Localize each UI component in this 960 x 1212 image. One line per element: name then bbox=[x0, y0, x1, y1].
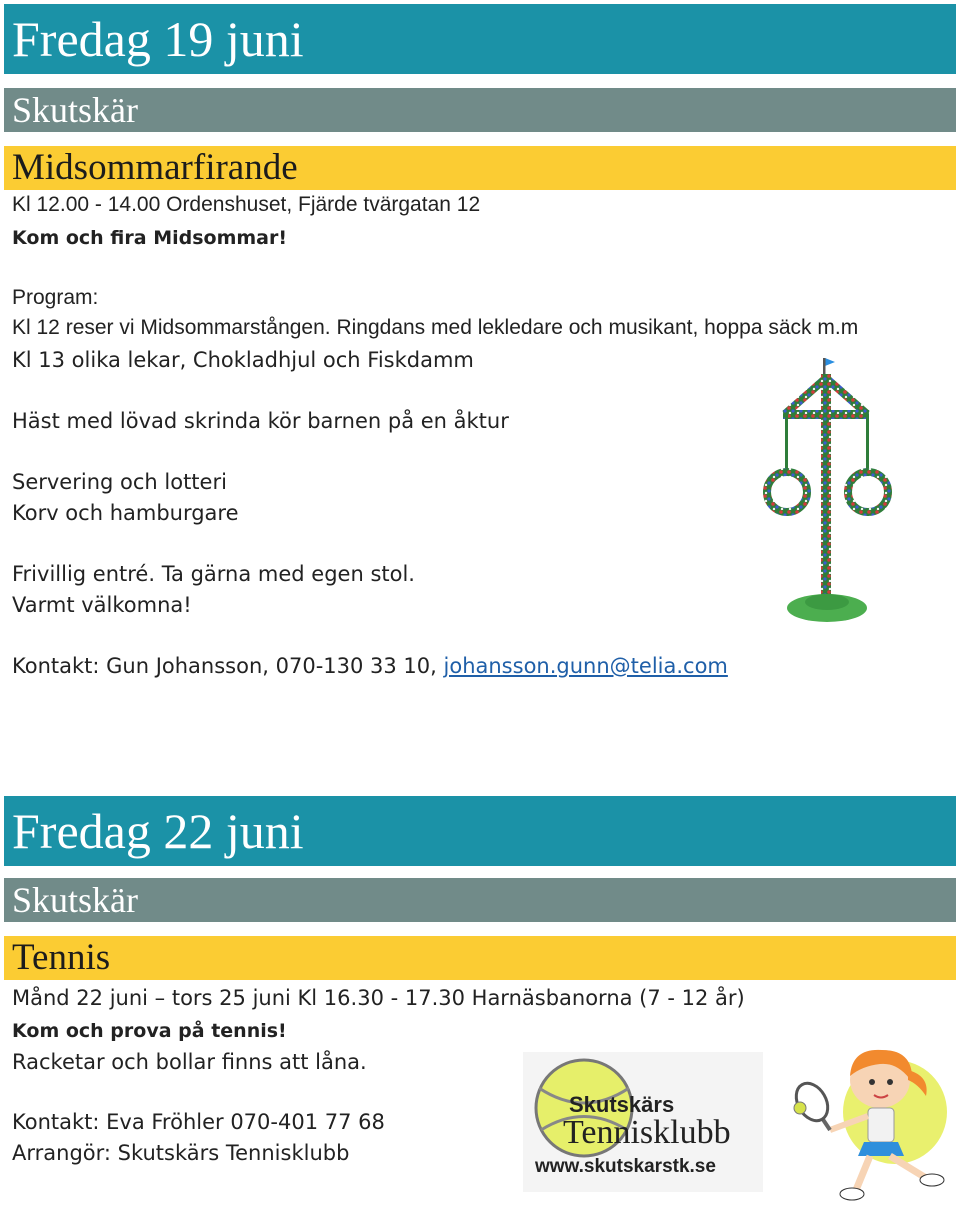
event2-equipment: Racketar och bollar finns att låna. bbox=[12, 1050, 367, 1074]
logo-line-2: Tennisklubb bbox=[563, 1114, 731, 1151]
event1-program-label: Program: bbox=[12, 286, 99, 309]
event1-contact bbox=[12, 654, 728, 678]
event2-date-heading: Fredag 22 juni bbox=[4, 796, 956, 866]
event2-place-heading: Skutskär bbox=[4, 878, 956, 922]
event1-entry: Frivillig entré. Ta gärna med egen stol. bbox=[12, 562, 415, 586]
event2-schedule: Månd 22 juni – tors 25 juni Kl 16.30 - 17.30 Harnäsbanorna (7 - 12 år) bbox=[12, 986, 745, 1010]
event1-tagline: Kom och fira Midsommar! bbox=[12, 227, 288, 249]
maypole-icon bbox=[755, 350, 915, 630]
event2-organizer: Arrangör: Skutskärs Tennisklubb bbox=[12, 1141, 350, 1165]
event1-place-heading: Skutskär bbox=[4, 88, 956, 132]
event2-title-heading: Tennis bbox=[4, 936, 956, 980]
logo-line-1: Skutskärs bbox=[569, 1092, 675, 1117]
event1-food: Korv och hamburgare bbox=[12, 501, 239, 525]
event1-title-heading: Midsommarfirande bbox=[4, 146, 956, 190]
event1-contact-email-link[interactable]: johansson.gunn@telia.com bbox=[443, 654, 728, 678]
event1-time-location: Kl 12.00 - 14.00 Ordenshuset, Fjärde tvärgatan 12 bbox=[12, 193, 481, 216]
event1-welcome: Varmt välkomna! bbox=[12, 593, 192, 617]
event1-date-heading: Fredag 19 juni bbox=[4, 4, 956, 74]
event1-horse-ride: Häst med lövad skrinda kör barnen på en åktur bbox=[12, 409, 509, 433]
event1-servering: Servering och lotteri bbox=[12, 470, 227, 494]
logo-url: www.skutskarstk.se bbox=[535, 1156, 716, 1177]
tennis-player-icon bbox=[790, 1040, 955, 1210]
event2-contact: Kontakt: Eva Fröhler 070-401 77 68 bbox=[12, 1110, 385, 1134]
tennis-club-logo bbox=[523, 1052, 763, 1192]
event1-program-line-2: Kl 13 olika lekar, Chokladhjul och Fiskdamm bbox=[12, 348, 474, 372]
event2-tagline: Kom och prova på tennis! bbox=[12, 1020, 287, 1042]
event1-program-line-1: Kl 12 reser vi Midsommarstången. Ringdans med lekledare och musikant, hoppa säck m.m bbox=[12, 316, 859, 339]
event1-contact-text: Kontakt: Gun Johansson, 070-130 33 10, bbox=[12, 654, 444, 678]
